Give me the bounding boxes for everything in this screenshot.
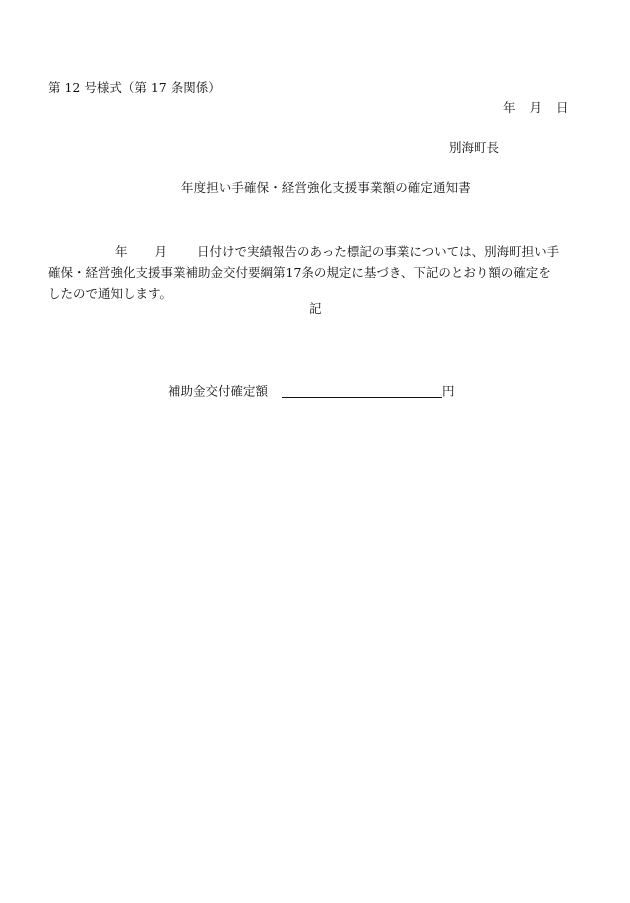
form-number: 第 12 号様式（第 17 条関係） [48,80,221,95]
date-year-label: 年 [503,100,516,115]
amount-field[interactable] [282,383,442,398]
body-year-label: 年 [115,244,128,259]
amount-row [168,383,455,398]
amount-label: 補助金交付確定額 [168,383,269,399]
body-month-label: 月 [154,244,168,259]
date-line [503,102,569,115]
body-line-3: したので通知します。 [48,286,173,301]
body-line-1-text: 日付けで実績報告のあった標記の事業については、別海町担い手 [197,244,560,259]
ki-heading: 記 [309,301,322,316]
issuer-name: 別海町長 [449,140,500,155]
document-title: 年度担い手確保・経営強化支援事業額の確定通知書 [181,180,471,195]
date-day-label: 日 [556,100,569,115]
body-line-1 [48,241,588,262]
body-line-2: 確保・経営強化支援事業補助金交付要綱第17条の規定に基づき、下記のとおり額の確定を [48,265,551,280]
date-month-label: 月 [529,100,543,115]
amount-unit: 円 [442,383,455,399]
body-paragraph [48,241,588,304]
